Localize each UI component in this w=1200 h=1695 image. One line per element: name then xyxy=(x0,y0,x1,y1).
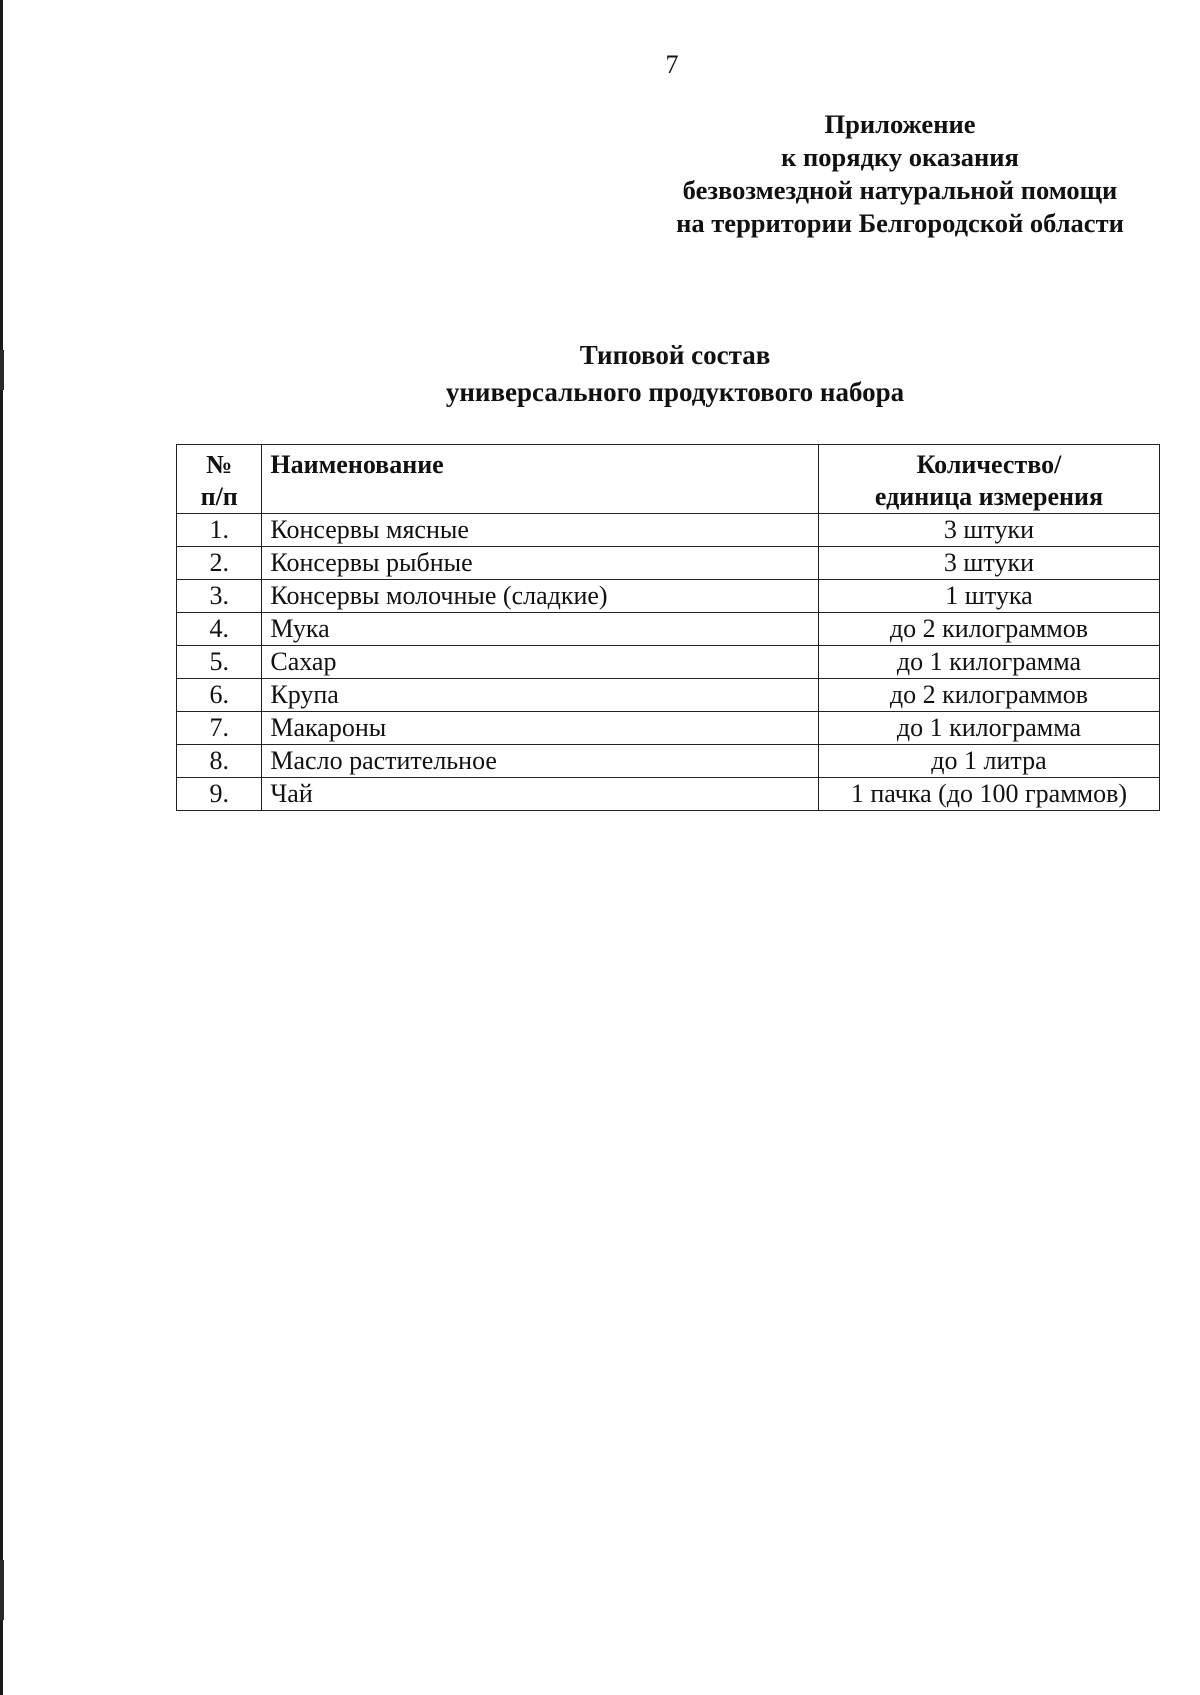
table-row xyxy=(177,613,1160,646)
row-name: Консервы молочные (сладкие) xyxy=(262,580,819,613)
row-name: Крупа xyxy=(262,679,819,712)
row-quantity: до 2 килограммов xyxy=(818,613,1159,646)
scan-mark xyxy=(0,350,4,390)
row-number: 1. xyxy=(177,514,262,547)
scan-edge xyxy=(0,0,3,1695)
row-quantity: 1 штука xyxy=(818,580,1159,613)
appendix-line: Приложение xyxy=(824,109,976,139)
row-name: Консервы рыбные xyxy=(262,547,819,580)
row-name: Масло растительное xyxy=(262,745,819,778)
product-set-table xyxy=(176,444,1160,811)
title-line: Типовой состав xyxy=(579,340,771,370)
row-number: 5. xyxy=(177,646,262,679)
header-number xyxy=(177,445,262,514)
header-number-line2: п/п xyxy=(200,482,238,511)
header-name-text: Наименование xyxy=(270,450,444,479)
row-quantity: до 1 килограмма xyxy=(818,712,1159,745)
table-header-row xyxy=(177,445,1160,514)
appendix-line: безвозмездной натуральной помощи xyxy=(682,175,1118,205)
row-quantity: до 1 литра xyxy=(818,745,1159,778)
table-row xyxy=(177,778,1160,811)
table-row xyxy=(177,712,1160,745)
header-quantity xyxy=(818,445,1159,514)
row-quantity: до 2 килограммов xyxy=(818,679,1159,712)
row-number: 4. xyxy=(177,613,262,646)
table-row xyxy=(177,514,1160,547)
row-name: Макароны xyxy=(262,712,819,745)
row-number: 7. xyxy=(177,712,262,745)
row-quantity: 3 штуки xyxy=(818,547,1159,580)
row-number: 6. xyxy=(177,679,262,712)
row-number: 3. xyxy=(177,580,262,613)
header-quantity-line2: единица измерения xyxy=(874,482,1104,511)
header-name xyxy=(262,445,819,514)
row-name: Чай xyxy=(262,778,819,811)
appendix-line: к порядку оказания xyxy=(781,142,1019,172)
table-row xyxy=(177,745,1160,778)
row-name: Сахар xyxy=(262,646,819,679)
row-quantity: до 1 килограмма xyxy=(818,646,1159,679)
row-number: 2. xyxy=(177,547,262,580)
appendix-line: на территории Белгородской области xyxy=(676,208,1124,238)
row-quantity: 3 штуки xyxy=(818,514,1159,547)
title-line: универсального продуктового набора xyxy=(445,377,905,407)
row-number: 9. xyxy=(177,778,262,811)
row-quantity: 1 пачка (до 100 граммов) xyxy=(818,778,1159,811)
table-row xyxy=(177,646,1160,679)
row-name: Мука xyxy=(262,613,819,646)
row-number: 8. xyxy=(177,745,262,778)
table-row xyxy=(177,547,1160,580)
document-title xyxy=(160,337,1190,411)
table-row xyxy=(177,580,1160,613)
scan-mark xyxy=(0,1560,4,1620)
row-name: Консервы мясные xyxy=(262,514,819,547)
header-quantity-line1: Количество/ xyxy=(916,450,1062,479)
appendix-heading xyxy=(630,108,1170,240)
table-row xyxy=(177,679,1160,712)
page-number: 7 xyxy=(665,50,679,79)
header-number-line1: № xyxy=(206,450,233,479)
